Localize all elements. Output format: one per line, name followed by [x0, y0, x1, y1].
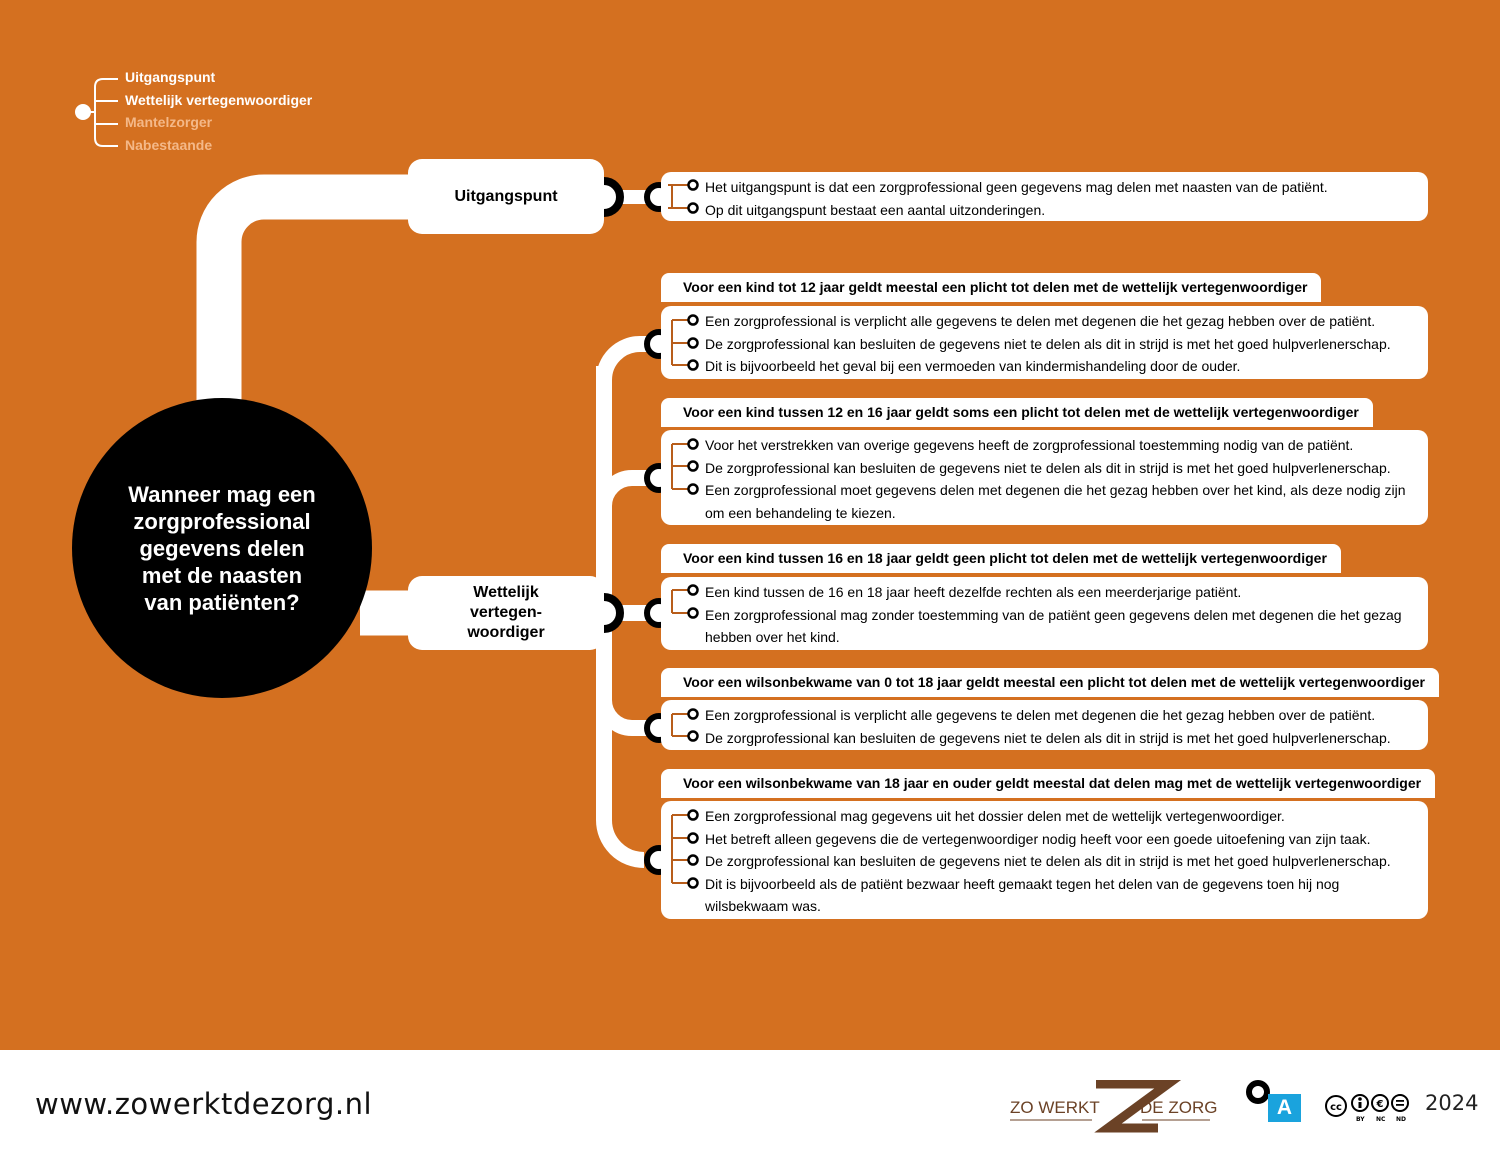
bullet-dot — [689, 485, 698, 494]
list-item: Dit is bijvoorbeeld als de patiënt bezwaar heeft gemaakt tegen het delen van de gegevens toen hij nog wilsbekwaam was. — [705, 875, 1340, 914]
legend-item-nabestaande: Nabestaande — [125, 137, 213, 153]
node-uitgangspunt-label: Uitgangspunt — [454, 187, 558, 205]
svg-text:€: € — [1376, 1099, 1384, 1110]
list-item: Een zorgprofessional is verplicht alle gegevens te delen met degenen die het gezag hebben over de patiënt. — [705, 707, 1376, 723]
oa-letter: A — [1268, 1094, 1301, 1122]
cc-label-by: BY — [1356, 1116, 1365, 1123]
bullet-dot — [689, 856, 698, 865]
bullet-dot — [689, 834, 698, 843]
bullet-dot — [689, 879, 698, 888]
section-heading: Voor een kind tussen 16 en 18 jaar geldt geen plicht tot delen met de wettelijk vertegenwoordiger — [661, 544, 1341, 573]
legend-item-uitgangspunt: Uitgangspunt — [125, 69, 216, 85]
bullet-dot — [689, 204, 698, 213]
list-item: Dit is bijvoorbeeld het geval bij een vermoeden van kindermishandeling door de ouder. — [705, 358, 1241, 374]
list-item: Het betreft alleen gegevens die de vertegenwoordiger nodig heeft voor een goede uitoefening van zijn taak. — [705, 830, 1371, 847]
bullet-dot — [689, 361, 698, 370]
central-question: Wanneer mag een zorgprofessional gegevens delen met de naasten van patiënten? — [128, 481, 316, 615]
bullet-dot — [689, 462, 698, 471]
bullet-dot — [689, 710, 698, 719]
bullet-dot — [689, 586, 698, 595]
legend-item-vertegenwoordiger: Wettelijk vertegenwoordiger — [125, 92, 313, 108]
list-item: Een zorgprofessional mag zonder toestemming van de patiënt geen gegevens delen met degenen die het gezag hebben over het kind. — [705, 606, 1402, 645]
list-item: Het uitgangspunt is dat een zorgprofessional geen gegevens mag delen met naasten van de patiënt. — [705, 179, 1328, 195]
footer-year: 2024 — [1425, 1091, 1479, 1115]
cc-label-nd: ND — [1396, 1116, 1407, 1123]
logo-text-right: DE ZORG — [1140, 1098, 1218, 1117]
bullet-dot — [689, 440, 698, 449]
legend-item-mantelzorger: Mantelzorger — [125, 114, 213, 130]
section-heading: Voor een wilsonbekwame van 18 jaar en ouder geldt meestal dat delen mag met de wettelijk vertegenwoordiger — [661, 769, 1435, 798]
section-heading: Voor een wilsonbekwame van 0 tot 18 jaar geldt meestal een plicht tot delen met de wettelijk vertegenwoordiger — [661, 668, 1439, 697]
bullet-dot — [689, 732, 698, 741]
list-item: Een zorgprofessional is verplicht alle gegevens te delen met degenen die het gezag hebben over de patiënt. — [705, 313, 1376, 329]
list-item: De zorgprofessional kan besluiten de gegevens niet te delen als dit in strijd is met het goed hulpverlenerschap. — [705, 729, 1391, 746]
list-item: De zorgprofessional kan besluiten de gegevens niet te delen als dit in strijd is met het goed hulpverlenerschap. — [705, 335, 1391, 352]
list-item: Een kind tussen de 16 en 18 jaar heeft dezelfde rechten als een meerderjarige patiënt. — [705, 584, 1242, 600]
section-heading: Voor een kind tot 12 jaar geldt meestal een plicht tot delen met de wettelijk vertegenwoordiger — [661, 273, 1321, 302]
list-item: De zorgprofessional kan besluiten de gegevens niet te delen als dit in strijd is met het goed hulpverlenerschap. — [705, 459, 1391, 476]
bullet-dot — [689, 339, 698, 348]
bullet-dot — [689, 316, 698, 325]
node-vertegenwoordiger-label: Wettelijk vertegen-woordiger — [467, 584, 545, 641]
footer — [0, 1050, 1500, 1150]
list-item: Op dit uitgangspunt bestaat een aantal uitzonderingen. — [705, 201, 1046, 218]
list-item: Een zorgprofessional moet gegevens delen met degenen die het gezag hebben over het kind, als deze nodig zijn om een behandeling te kiezen. — [705, 482, 1406, 521]
bullet-dot — [689, 181, 698, 190]
cc-label-nc: NC — [1376, 1116, 1386, 1123]
bullet-dot — [689, 811, 698, 820]
list-item: De zorgprofessional kan besluiten de gegevens niet te delen als dit in strijd is met het goed hulpverlenerschap. — [705, 853, 1391, 869]
svg-text:cc: cc — [1330, 1102, 1342, 1113]
footer-url[interactable]: www.zowerktdezorg.nl — [35, 1087, 373, 1121]
logo-text-left: ZO WERKT — [1010, 1098, 1100, 1117]
bullet-dot — [689, 609, 698, 618]
list-item: Voor het verstrekken van overige gegevens heeft de zorgprofessional toestemming nodig van de patiënt. — [705, 437, 1354, 453]
list-item: Een zorgprofessional mag gegevens uit het dossier delen met de wettelijk vertegenwoordiger. — [705, 808, 1285, 824]
section-heading: Voor een kind tussen 12 en 16 jaar geldt soms een plicht tot delen met de wettelijk vertegenwoordiger — [661, 398, 1373, 427]
